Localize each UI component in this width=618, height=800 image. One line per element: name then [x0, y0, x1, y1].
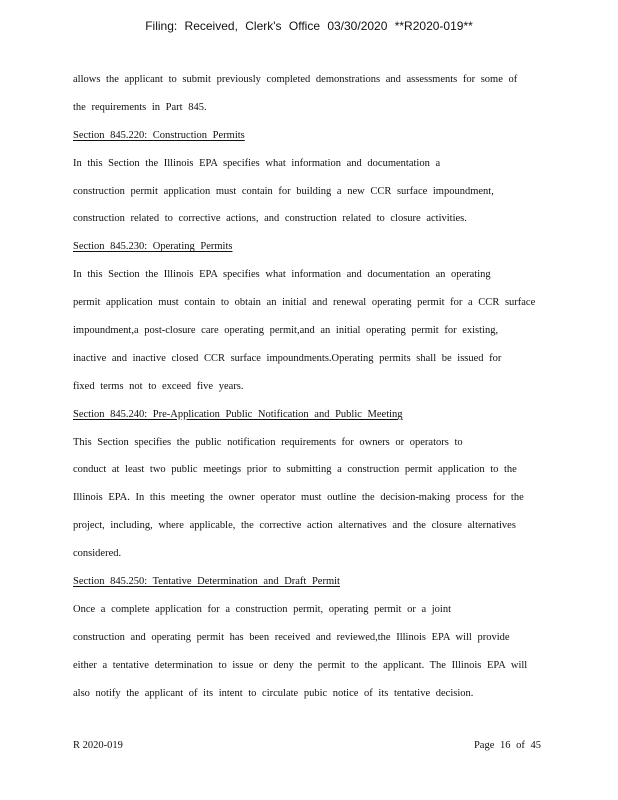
body-line: also notify the applicant of its intent to circulate pubic notice of its tentative decision.: [73, 687, 474, 699]
filing-header: Filing: Received, Clerk's Office 03/30/2020 **R2020-019**: [145, 19, 473, 33]
body-line: considered.: [73, 548, 122, 560]
body-line: This Section specifies the public notification requirements for owners or operators to: [73, 436, 463, 448]
section-heading-845-250: Section 845.250: Tentative Determination and Draft Permit: [73, 576, 340, 588]
footer-docket-number: R 2020-019: [73, 740, 123, 751]
body-line: In this Section the Illinois EPA specifies what information and documentation a: [73, 157, 441, 169]
body-line: either a tentative determination to issue or deny the permit to the applicant. The Illinois EPA will: [73, 659, 528, 671]
footer-page-number: Page 16 of 45: [473, 740, 541, 751]
body-line: Illinois EPA. In this meeting the owner operator must outline the decision-making process for the: [73, 492, 524, 504]
body-line: allows the applicant to submit previously completed demonstrations and assessments for some of: [73, 74, 518, 85]
body-line: Once a complete application for a construction permit, operating permit or a joint: [73, 603, 452, 615]
section-heading-845-220: Section 845.220: Construction Permits: [73, 129, 245, 141]
body-line: the requirements in Part 845.: [73, 101, 207, 113]
body-line: construction related to corrective actions, and construction related to closure activities.: [73, 213, 467, 225]
body-line: construction permit application must contain for building a new CCR surface impoundment,: [73, 185, 494, 197]
body-line: project, including, where applicable, the corrective action alternatives and the closure alternatives: [73, 520, 516, 532]
body-line: impoundment,a post-closure care operating permit,and an initial operating permit for existing,: [73, 325, 499, 337]
body-line: fixed terms not to exceed five years.: [73, 380, 244, 392]
section-heading-845-230: Section 845.230: Operating Permits: [73, 241, 233, 253]
body-line: In this Section the Illinois EPA specifies what information and documentation an operating: [73, 269, 491, 281]
body-line: permit application must contain to obtain an initial and renewal operating permit for a CCR surface: [73, 297, 536, 309]
body-line: construction and operating permit has been received and reviewed,the Illinois EPA will provide: [73, 631, 510, 643]
document-body: [73, 70, 548, 711]
body-line: inactive and inactive closed CCR surface impoundments.Operating permits shall be issued for: [73, 352, 502, 364]
section-heading-845-240: Section 845.240: Pre-Application Public Notification and Public Meeting: [73, 408, 403, 420]
body-line: conduct at least two public meetings prior to submitting a construction permit application to the: [73, 464, 517, 476]
